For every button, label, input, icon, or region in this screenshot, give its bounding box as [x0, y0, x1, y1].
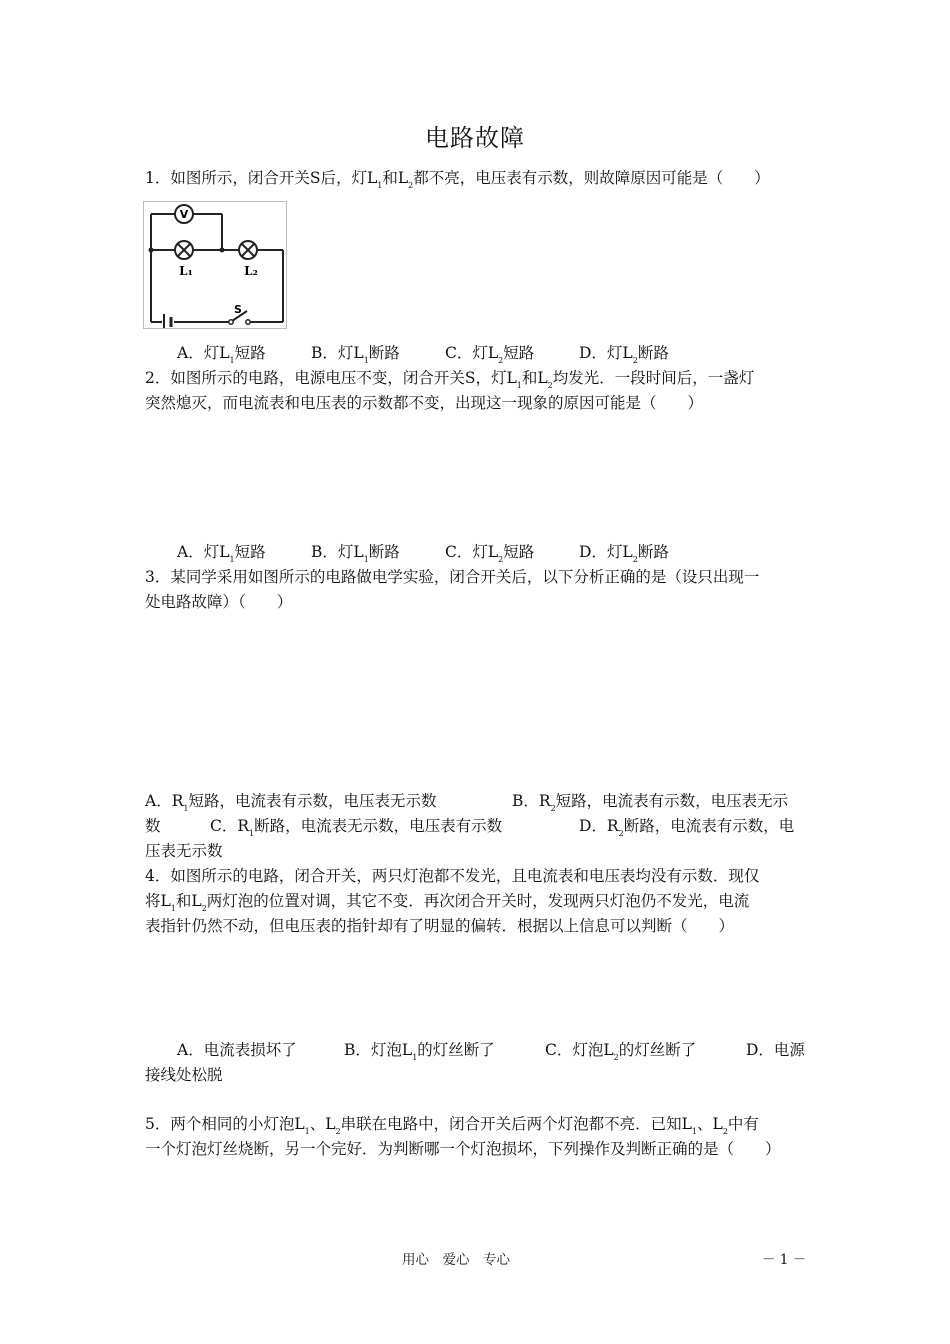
voltmeter-label: V	[179, 208, 189, 221]
question-4-line-2: 将$L_1$和$L_2$两灯泡的位置对调，其它不变．再次闭合开关时，发现两只灯泡仍不发光，电流	[145, 892, 750, 913]
question-3-line-1: 3．某同学采用如图所示的电路做电学实验，闭合开关后，以下分析正确的是（设只出现一	[145, 568, 760, 586]
q3-option-d-continued: 压表无示数	[145, 842, 223, 860]
q2-option-c[interactable]: C．灯$L_2$短路	[445, 543, 535, 564]
q3-option-b[interactable]: B．$R_2$短路，电流表有示数，电压表无示	[512, 792, 789, 813]
question-2-line-2: 突然熄灭，而电流表和电压表的示数都不变，出现这一现象的原因可能是（ ）	[145, 394, 704, 412]
q1-option-b[interactable]: B．灯$L_1$断路	[311, 344, 400, 365]
q3-option-a[interactable]: A．$R_1$短路，电流表有示数，电压表无示数	[145, 792, 437, 813]
question-4-line-1: 4．如图所示的电路，闭合开关，两只灯泡都不发光，且电流表和电压表均没有示数．现仅	[145, 867, 760, 885]
question-5-line-1: 5．两个相同的小灯泡$L_1$、$L_2$串联在电路中，闭合开关后两个灯泡都不亮．已知$L_1$、$L_2$中有	[145, 1115, 759, 1136]
q3-option-d[interactable]: D．$R_2$断路，电流表有示数，电	[579, 817, 795, 838]
circuit-diagram-q1	[143, 201, 287, 329]
q4-option-c[interactable]: C．灯泡$L_2$的灯丝断了	[545, 1041, 697, 1062]
switch-label: S	[234, 303, 242, 316]
q3-option-c[interactable]: C．$R_1$断路，电流表无示数，电压表有示数	[210, 817, 503, 838]
q2-option-a[interactable]: A．灯$L_1$短路	[177, 543, 266, 564]
q2-option-d[interactable]: D．灯$L_2$断路	[579, 543, 669, 564]
q4-option-a[interactable]: A．电流表损坏了	[177, 1041, 297, 1059]
q3-option-b-continued: 数	[145, 817, 161, 835]
question-1-stem: 1．如图所示，闭合开关S后，灯$L_1$和$L_2$都不亮，电压表有示数，则故障原因可能是（ ）	[145, 169, 770, 190]
q2-option-b[interactable]: B．灯$L_1$断路	[311, 543, 400, 564]
q4-option-d[interactable]: D．电源	[746, 1041, 805, 1059]
lamp-l2-label: L₂	[244, 264, 258, 278]
q1-option-d[interactable]: D．灯$L_2$断路	[579, 344, 669, 365]
page-title: 电路故障	[425, 124, 525, 152]
question-5-line-2: 一个灯泡灯丝烧断，另一个完好．为判断哪一个灯泡损坏，下列操作及判断正确的是（ ）	[145, 1140, 781, 1158]
question-3-line-2: 处电路故障）（ ）	[145, 593, 293, 611]
q1-option-a[interactable]: A．灯$L_1$短路	[177, 344, 266, 365]
question-2-line-1: 2．如图所示的电路，电源电压不变，闭合开关S，灯$L_1$和$L_2$均发光．一段时间后，一盏灯	[145, 369, 755, 390]
question-4-line-3: 表指针仍然不动，但电压表的指针却有了明显的偏转．根据以上信息可以判断（ ）	[145, 917, 735, 935]
page-number: － 1 －	[762, 1252, 807, 1268]
lamp-l1-label: L₁	[179, 264, 193, 278]
q4-option-b[interactable]: B．灯泡$L_1$的灯丝断了	[344, 1041, 495, 1062]
footer-motto: 用心 爱心 专心	[402, 1252, 510, 1268]
q1-option-c[interactable]: C．灯$L_2$短路	[445, 344, 535, 365]
q4-option-d-continued: 接线处松脱	[145, 1066, 223, 1084]
